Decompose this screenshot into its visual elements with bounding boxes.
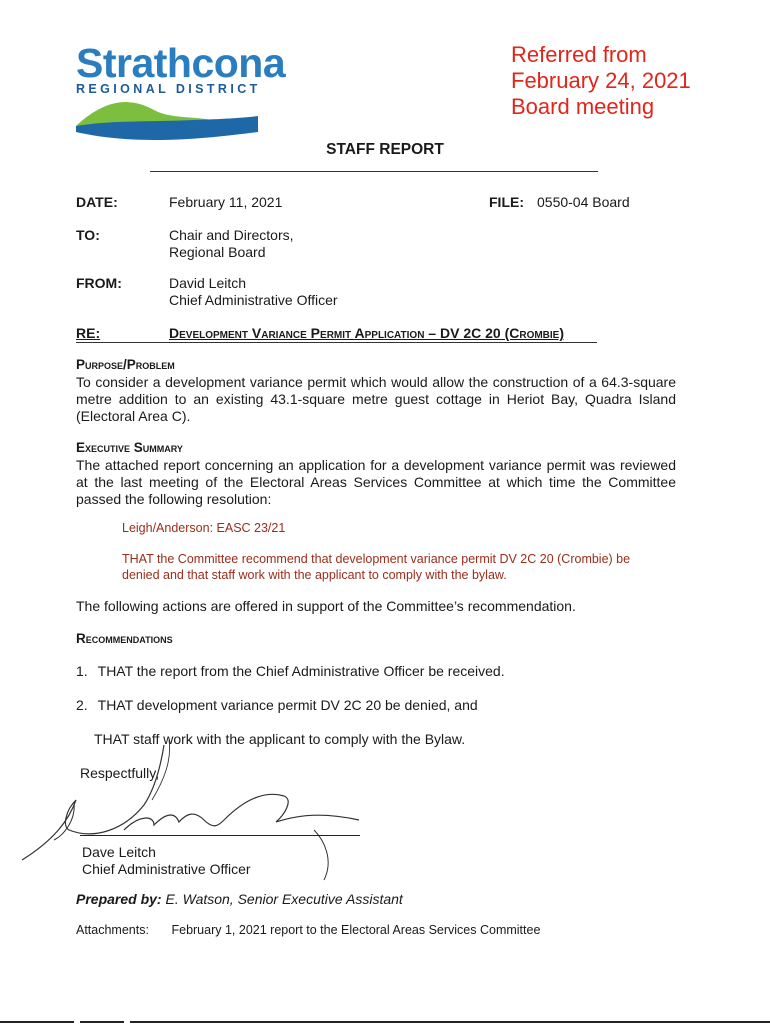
to-line-2: Regional Board xyxy=(169,244,266,260)
signer-name: Dave Leitch xyxy=(82,844,156,860)
signer-title: Chief Administrative Officer xyxy=(82,861,251,877)
recommendation-2-continuation: THAT staff work with the applicant to comply with the Bylaw. xyxy=(94,731,466,747)
recommendations-heading: Recommendations xyxy=(76,631,173,646)
signature-line xyxy=(80,835,360,836)
salutation: Respectfully, xyxy=(80,765,160,781)
referral-line-1: Referred from xyxy=(511,42,647,67)
re-value: Development Variance Permit Application – DV 2C 20 (Crombie) xyxy=(169,325,565,341)
from-line-1: David Leitch xyxy=(169,275,247,291)
logo-wordmark: Strathcona xyxy=(76,40,286,86)
referral-stamp xyxy=(511,42,691,120)
attachments-label: Attachments: xyxy=(76,923,149,937)
summary-heading: Executive Summary xyxy=(76,440,183,455)
prepared-by-value: E. Watson, Senior Executive Assistant xyxy=(165,891,403,907)
logo-subtitle: REGIONAL DISTRICT xyxy=(76,82,261,96)
from-label: FROM: xyxy=(76,275,122,291)
recommendation-1 xyxy=(76,663,505,679)
resolution-motion: Leigh/Anderson: EASC 23/21 xyxy=(122,521,286,535)
recommendation-1-number: 1. xyxy=(76,663,88,679)
recommendation-2-number: 2. xyxy=(76,697,88,713)
report-title: STAFF REPORT xyxy=(326,141,444,158)
footer-rule-mid xyxy=(80,1021,124,1023)
to-label: TO: xyxy=(76,227,100,243)
to-line-1: Chair and Directors, xyxy=(169,227,294,243)
date-value: February 11, 2021 xyxy=(169,194,283,210)
recommendation-1-text: THAT the report from the Chief Administrative Officer be received. xyxy=(97,663,505,679)
to-value xyxy=(169,227,294,261)
purpose-text: To consider a development variance permit which would allow the construction of a 64.3-square metre addition to an existing 43.1-square metre guest cottage in Heriot Bay, Quadra Island (Electoral Area C). xyxy=(76,374,676,424)
recommendation-2-text: THAT development variance permit DV 2C 20 be denied, and xyxy=(97,697,478,713)
summary-text: The attached report concerning an application for a development variance permit was reviewed at the last meeting of the Electoral Areas Services Committee at which time the Committee passed the following resolution: xyxy=(76,457,676,507)
prepared-by xyxy=(76,891,403,907)
recommendation-2 xyxy=(76,697,478,713)
file-label: FILE: xyxy=(489,194,524,210)
file-value: 0550-04 Board xyxy=(537,194,630,210)
re-underline xyxy=(76,342,597,343)
from-line-2: Chief Administrative Officer xyxy=(169,292,338,308)
footer-rule-right xyxy=(130,1021,770,1023)
re-label: RE: xyxy=(76,325,101,341)
prepared-by-label: Prepared by: xyxy=(76,891,162,907)
purpose-heading: Purpose/Problem xyxy=(76,357,175,372)
logo-landscape-icon xyxy=(74,96,260,144)
referral-line-2: February 24, 2021 xyxy=(511,68,691,93)
support-text: The following actions are offered in support of the Committee’s recommendation. xyxy=(76,598,576,614)
attachments-value: February 1, 2021 report to the Electoral Areas Services Committee xyxy=(171,923,541,937)
title-divider xyxy=(150,171,598,172)
from-value xyxy=(169,275,338,309)
referral-line-3: Board meeting xyxy=(511,94,655,119)
footer-rule-left xyxy=(0,1021,74,1023)
date-label: DATE: xyxy=(76,194,118,210)
resolution-text: THAT the Committee recommend that development variance permit DV 2C 20 (Crombie) be denied and that staff work with the applicant to comply with the bylaw. xyxy=(122,552,631,582)
attachments xyxy=(76,923,540,937)
